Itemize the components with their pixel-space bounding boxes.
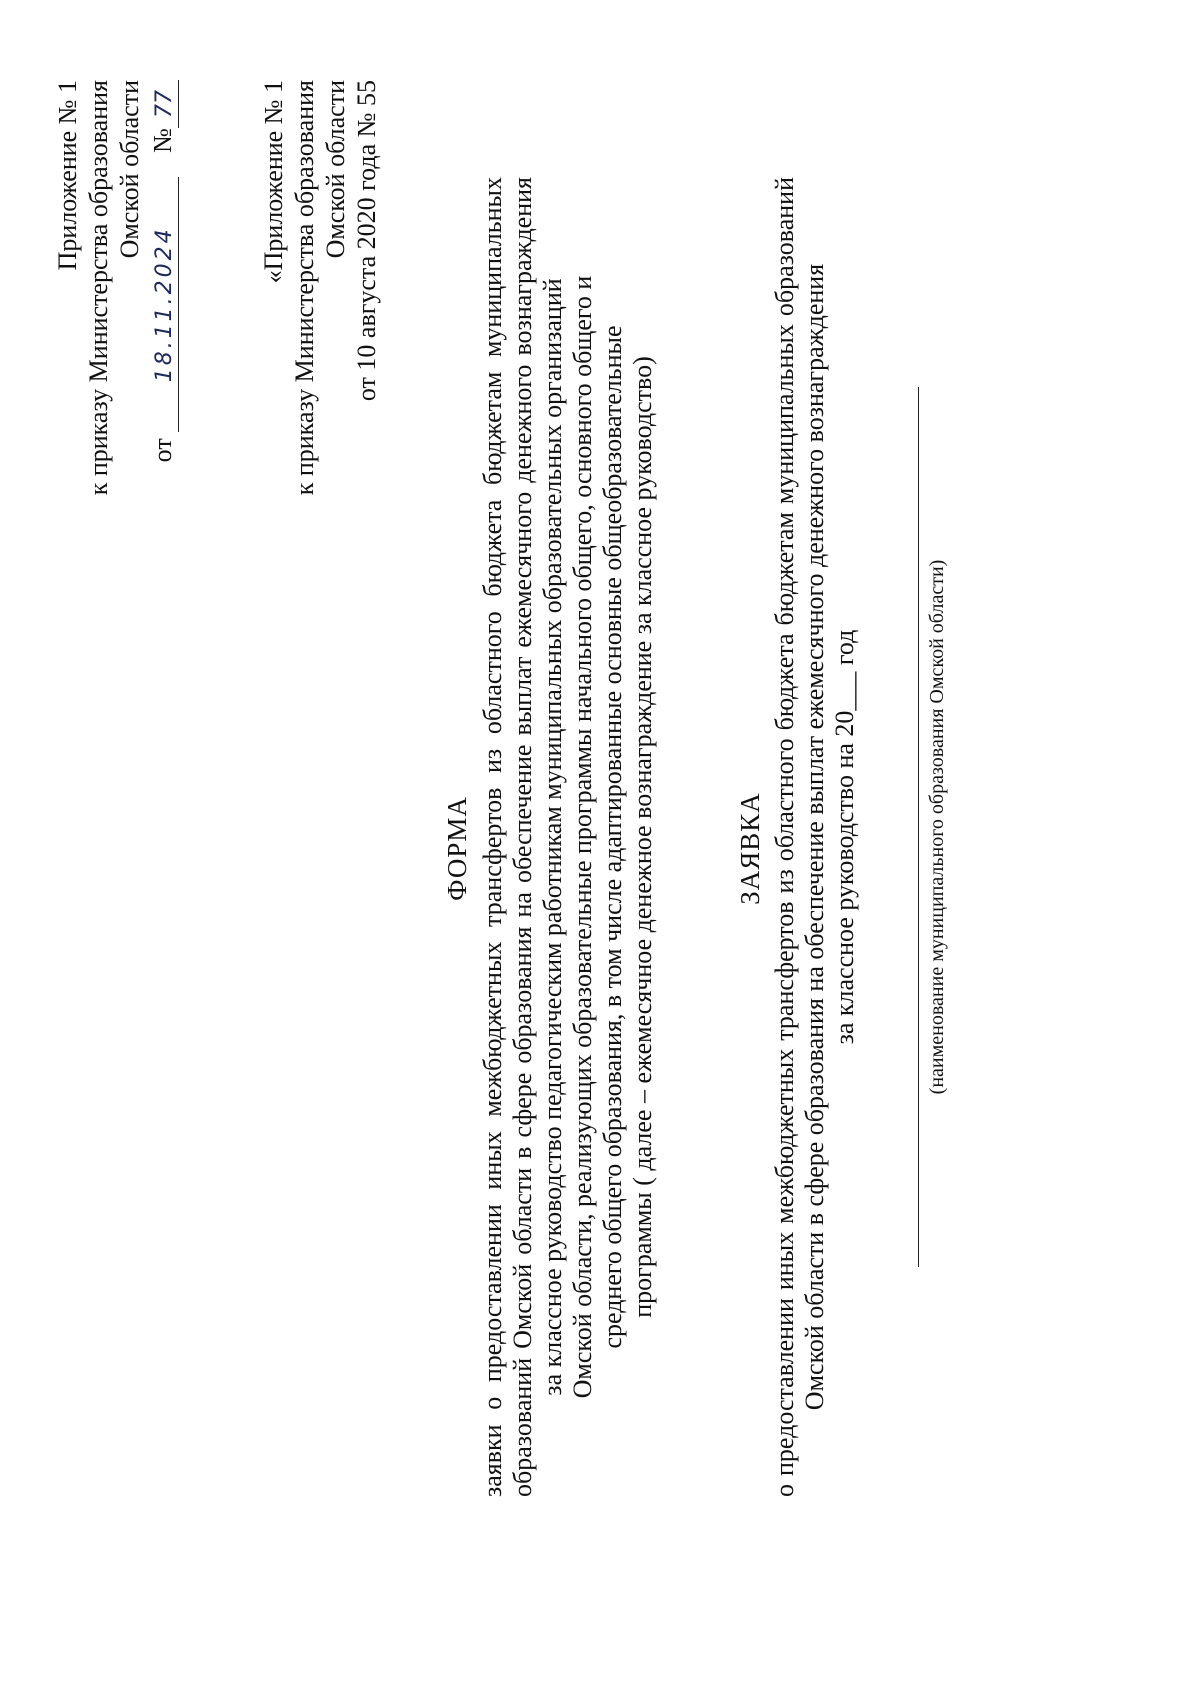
appendix-header-original — [258, 80, 382, 640]
zayavka-line: о предоставлении иных межбюджетных трансфертов из областного бюджета бюджетам муниципальных образований — [770, 177, 799, 1497]
appendix-order-ref: к приказу Министерства образования — [84, 80, 113, 496]
zayavka-description — [770, 177, 860, 1497]
forma-description — [478, 177, 658, 1497]
original-appendix-order-ref: к приказу Министерства образования — [290, 80, 319, 496]
original-appendix-region: Омской области — [321, 80, 350, 259]
zayavka-heading: ЗАЯВКА — [735, 792, 765, 905]
order-date-number-line — [145, 80, 181, 640]
forma-line: заявки о предоставлении иных межбюджетных трансфертов из областного бюджета бюджетам муниципальных — [478, 177, 507, 1497]
original-appendix-date: от 10 августа 2020 года № 55 — [352, 80, 381, 402]
municipality-name-field[interactable] — [918, 387, 919, 1267]
number-label: № — [148, 128, 177, 153]
forma-line: программы ( далее – ежемесячное денежное вознаграждение за классное руководство) — [628, 356, 657, 1318]
zayavka-line: Омской области в сфере образования на обеспечение выплат ежемесячного денежного вознаграждения — [800, 263, 829, 1411]
forma-line: среднего общего образования, в том числе адаптированные основные общеобразовательные — [598, 325, 627, 1349]
original-appendix-title: «Приложение № 1 — [259, 80, 288, 284]
forma-line: за классное руководство педагогическим работникам муниципальных образовательных организаций — [538, 278, 567, 1396]
municipality-name-caption: (наименование муниципального образования Омской области) — [926, 559, 948, 1095]
appendix-header-current — [52, 80, 181, 640]
forma-line: образований Омской области в сфере образования на обеспечение выплат ежемесячного денежного вознаграждения — [508, 177, 537, 1497]
order-date-handwritten: 18.11.2024 — [152, 177, 179, 432]
zayavka-line: за классное руководство на 20___ год — [830, 629, 859, 1045]
forma-heading: ФОРМА — [442, 796, 472, 901]
order-number-handwritten: 77 — [152, 80, 179, 128]
from-label: от — [148, 438, 177, 463]
forma-line: Омской области, реализующих образовательные программы начального общего, основного общего и — [568, 275, 597, 1399]
appendix-title: Приложение № 1 — [53, 80, 82, 271]
appendix-region: Омской области — [115, 80, 144, 259]
